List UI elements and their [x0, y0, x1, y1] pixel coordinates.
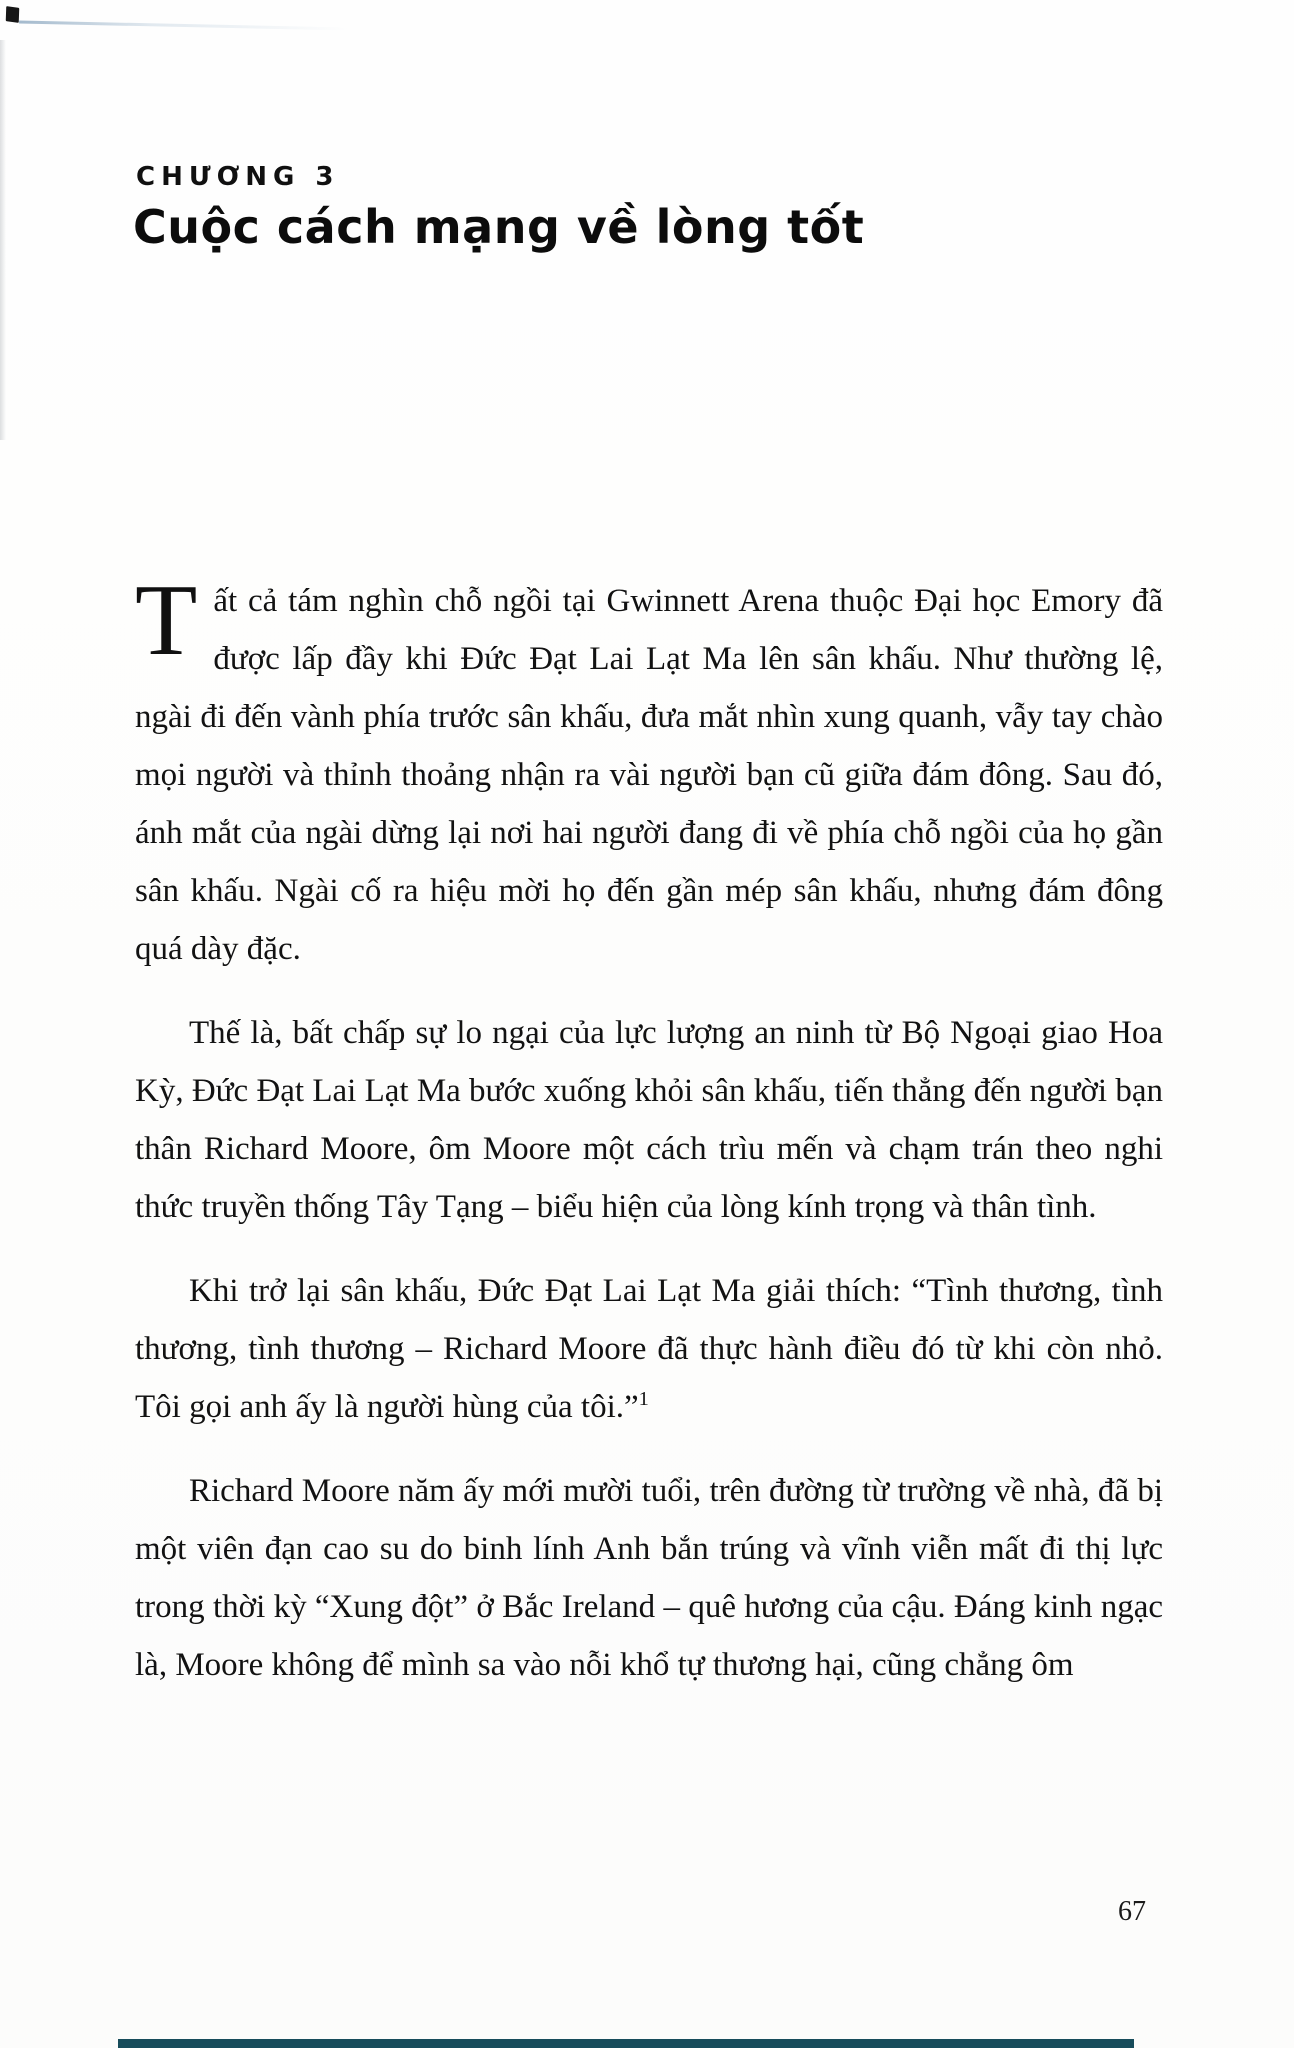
paragraph-3-text: Khi trở lại sân khấu, Đức Đạt Lai Lạt Ma giải thích: “Tình thương, tình thương, tình thương – Richard Moore đã thực hành điều đó từ khi còn nhỏ. Tôi gọi anh ấy là người hùng của tôi.”: [135, 1273, 1163, 1425]
scan-artifact-corner-mark: [6, 6, 20, 23]
scan-artifact-left-edge: [0, 40, 6, 440]
paragraph-1: [135, 564, 1163, 978]
paragraph-3: [135, 1262, 1163, 1436]
scan-artifact-corner-line: [19, 21, 349, 31]
paragraph-4: Richard Moore năm ấy mới mười tuổi, trên đường từ trường về nhà, đã bị một viên đạn cao su do binh lính Anh bắn trúng và vĩnh viễn mất đi thị lực trong thời kỳ “Xung đột” ở Bắc Ireland – quê hương của cậu. Đáng kinh ngạc là, Moore không để mình sa vào nỗi khổ tự thương hại, cũng chẳng ôm: [135, 1473, 1163, 1683]
chapter-kicker: CHƯƠNG 3: [136, 162, 340, 192]
drop-cap: T: [135, 564, 198, 677]
paragraph-1-text: ất cả tám nghìn chỗ ngồi tại Gwinnett Arena thuộc Đại học Emory đã được lấp đầy khi Đức Đạt Lai Lạt Ma lên sân khấu. Như thường lệ, ngài đi đến vành phía trước sân khấu, đưa mắt nhìn xung quanh, vẫy tay chào mọi người và thỉnh thoảng nhận ra vài người bạn cũ giữa đám đông. Sau đó, ánh mắt của ngài dừng lại nơi hai người đang đi về phía chỗ ngồi của họ gần sân khấu. Ngài cố ra hiệu mời họ đến gần mép sân khấu, nhưng đám đông quá dày đặc.: [135, 583, 1163, 967]
page-number: 67: [1118, 1896, 1146, 1927]
paragraph-2: Thế là, bất chấp sự lo ngại của lực lượng an ninh từ Bộ Ngoại giao Hoa Kỳ, Đức Đạt Lai Lạt Ma bước xuống khỏi sân khấu, tiến thẳng đến người bạn thân Richard Moore, ôm Moore một cách trìu mến và chạm trán theo nghi thức truyền thống Tây Tạng – biểu hiện của lòng kính trọng và thân tình.: [135, 1015, 1163, 1225]
body-text: [135, 564, 1163, 1720]
chapter-title: Cuộc cách mạng về lòng tốt: [133, 200, 865, 254]
scan-artifact-bottom-bar: [118, 2039, 1134, 2048]
footnote-marker: 1: [638, 1388, 649, 1410]
